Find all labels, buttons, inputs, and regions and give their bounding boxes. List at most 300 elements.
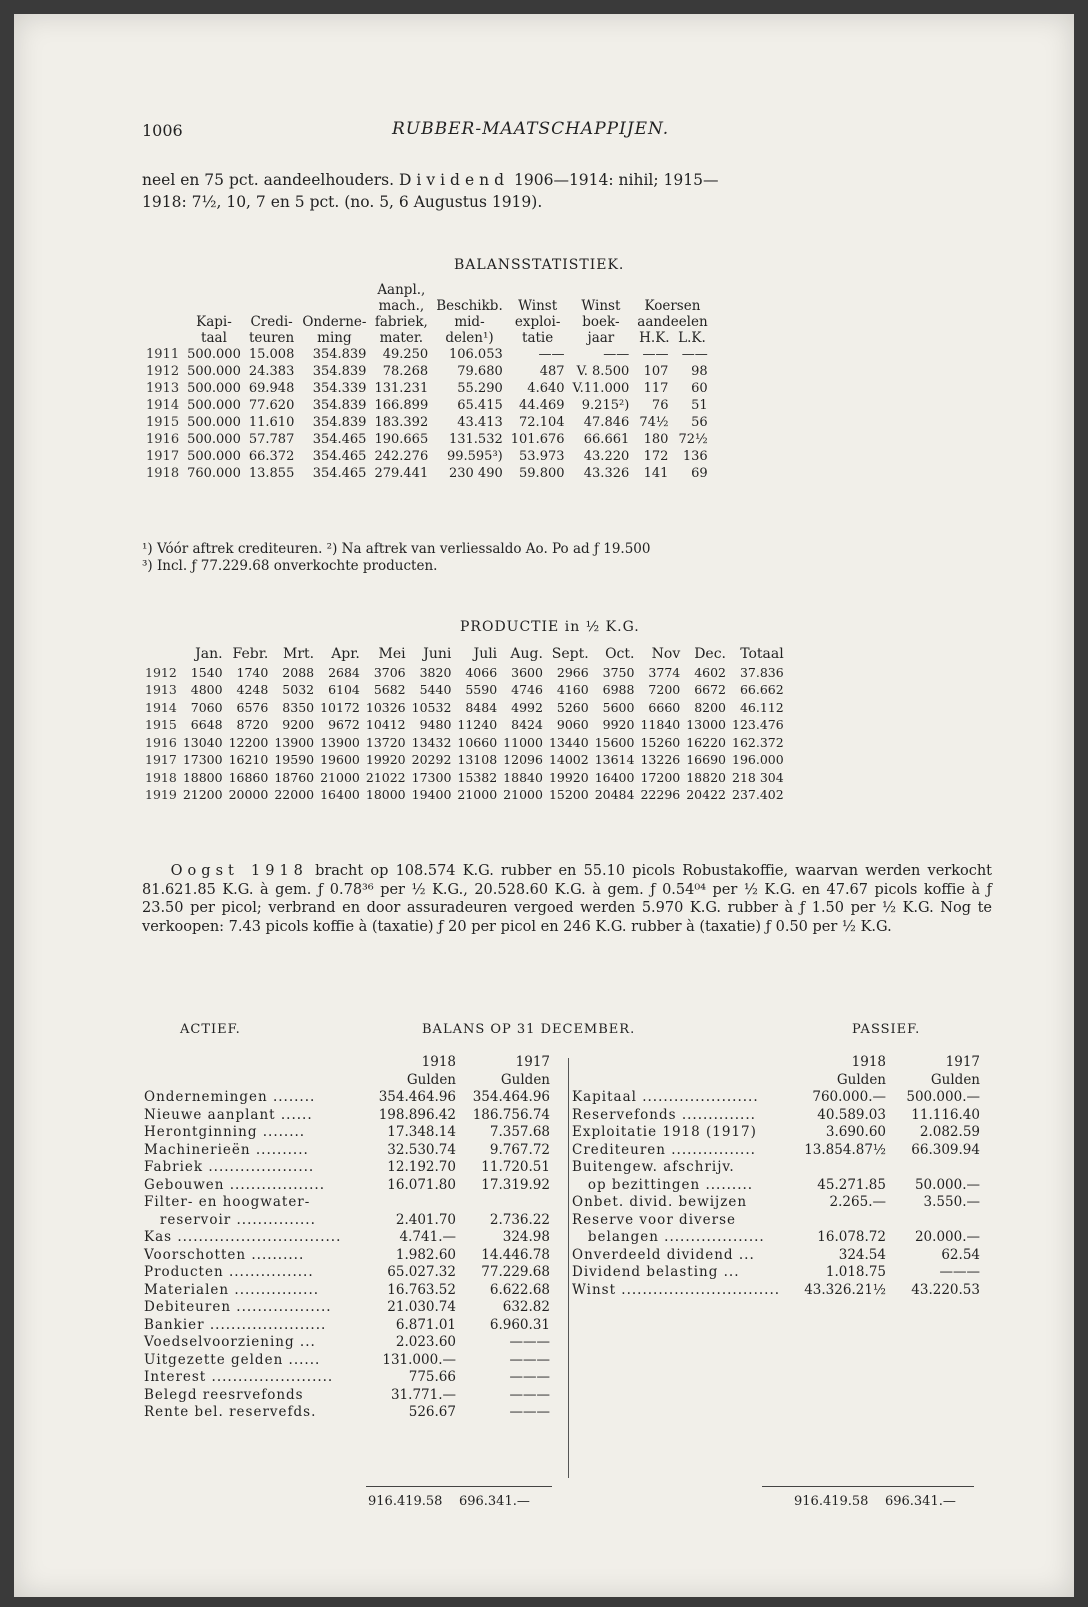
balans-cell: 1914 [146, 398, 180, 413]
balans-cell: 74½ [639, 415, 669, 430]
productie-cell: 3706 [373, 664, 406, 680]
productie-cell: 4602 [694, 664, 726, 680]
productie-cell: 9200 [282, 717, 315, 732]
productie-cell: 237.402 [732, 787, 784, 802]
balans-cell: 500.000 [187, 449, 241, 464]
table-row [142, 769, 787, 787]
table-row [570, 1212, 982, 1230]
running-title: RUBBER-MAATSCHAPPIJEN. [392, 119, 670, 139]
actief-total [368, 1494, 530, 1509]
productie-cell: 5600 [602, 699, 635, 715]
table-row [142, 1264, 552, 1282]
table-row [142, 1352, 552, 1370]
table-row [142, 1334, 552, 1352]
balans-header: Credi- teuren [248, 314, 295, 346]
productie-cell: 8424 [511, 717, 543, 732]
actief-cell: Belegd reesrvefonds [144, 1386, 304, 1403]
productie-cell: 6576 [236, 699, 269, 715]
productie-header: Mei [378, 646, 406, 662]
productie-cell: 18000 [365, 787, 406, 802]
footnote-1: ¹) Vóór aftrek crediteuren. ²) Na aftrek van verliessaldo Ao. Po ad ƒ 19.500 [142, 541, 651, 557]
productie-cell: 3750 [602, 664, 635, 680]
productie-cell: 8350 [282, 699, 315, 715]
passief-cell [794, 1159, 888, 1177]
balans-cell: 106.053 [448, 347, 503, 362]
productie-cell: 18800 [182, 769, 223, 785]
table-row [142, 1142, 552, 1160]
productie-header: Apr. [331, 646, 360, 662]
balans-cell: 354.339 [312, 381, 367, 396]
productie-cell: 14002 [548, 752, 589, 767]
productie-cell: 1919 [145, 787, 177, 802]
productie-cell: 21000 [503, 787, 543, 802]
productie-cell: 8200 [694, 699, 726, 715]
passief-cell: 760.000.— [812, 1089, 886, 1105]
actief-cell: 6.871.01 [395, 1316, 456, 1333]
productie-cell: 5260 [556, 699, 589, 715]
productie-cell: 16400 [594, 769, 635, 785]
table-row [570, 1264, 982, 1282]
table-row [142, 1159, 552, 1177]
productie-header: Jan. [195, 646, 223, 662]
productie-cell: 6988 [602, 682, 635, 697]
actief-cell: 632.82 [502, 1299, 550, 1315]
table-row [570, 1107, 982, 1125]
actief-cell: 17.348.14 [387, 1124, 456, 1140]
actief-table [142, 1054, 552, 1422]
productie-cell: 16690 [686, 752, 726, 767]
balans-cell: 354.839 [312, 347, 367, 362]
productie-cell: 13040 [182, 734, 223, 750]
actief-unit-b: Gulden [500, 1071, 550, 1088]
actief-cell: 7.357.68 [489, 1124, 550, 1140]
balans-cell: 56 [691, 415, 708, 430]
table-row [570, 1159, 982, 1177]
passief-cell: 45.271.85 [817, 1176, 886, 1193]
productie-cell: 21000 [457, 787, 498, 802]
actief-year-a: 1918 [421, 1054, 456, 1070]
balans-header [142, 282, 183, 346]
balans-cell: 43.326 [583, 466, 630, 481]
balans-cell: 354.839 [312, 398, 367, 413]
balans-december-title: BALANS OP 31 DECEMBER. [422, 1022, 636, 1037]
table-row [142, 448, 712, 465]
passief-cell: 40.589.03 [817, 1106, 886, 1123]
balans-cell: 190.665 [374, 432, 429, 447]
productie-cell: 12200 [228, 734, 269, 750]
productie-header: Dec. [694, 646, 726, 662]
balans-cell: 60 [691, 381, 708, 396]
passief-cell: Exploitatie 1918 (1917) [572, 1124, 757, 1140]
productie-cell: 12096 [503, 752, 543, 767]
balans-header: Koersen aandeelen H.K. L.K. [637, 298, 708, 346]
balans-header: Onderne- ming [302, 314, 367, 346]
table-row [142, 716, 787, 734]
passief-total-rule [762, 1486, 974, 1487]
actief-label: ACTIEF. [180, 1022, 241, 1037]
balans-cell: 354.839 [312, 415, 367, 430]
balans-header: Winst exploi- tatie [514, 298, 561, 346]
productie-cell: 11240 [457, 717, 498, 732]
balans-cell: 117 [643, 381, 669, 396]
productie-cell: 19400 [411, 787, 452, 802]
balans-cell: 172 [643, 449, 669, 464]
balans-cell: V. 8.500 [576, 364, 630, 379]
productie-cell: 10660 [457, 734, 498, 750]
balans-header: Aanpl., mach., fabriek, mater. [374, 282, 428, 346]
balans-cell: 354.465 [312, 432, 367, 447]
productie-cell: 20000 [228, 787, 269, 802]
balans-cell: 500.000 [187, 398, 241, 413]
productie-cell: 9672 [328, 717, 360, 732]
productie-header: Juli [473, 646, 498, 662]
productie-cell: 18760 [274, 769, 315, 785]
productie-cell: 17300 [411, 769, 452, 785]
actief-cell: Uitgezette gelden ...... [144, 1351, 321, 1368]
productie-cell: 196.000 [732, 752, 784, 767]
table-row [570, 1142, 982, 1160]
passief-cell: Winst .............................. [572, 1281, 781, 1298]
passief-cell: Kapitaal ...................... [572, 1089, 759, 1105]
productie-cell: 1918 [145, 769, 177, 785]
productie-cell: 6672 [694, 682, 726, 697]
productie-cell: 66.662 [739, 682, 784, 697]
passief-total [794, 1494, 956, 1509]
productie-cell: 162.372 [732, 734, 784, 750]
productie-cell: 4248 [236, 682, 269, 697]
productie-cell: 13440 [548, 734, 589, 750]
passief-label: PASSIEF. [852, 1022, 921, 1037]
productie-cell: 13614 [594, 752, 635, 767]
productie-cell: 20484 [594, 787, 635, 802]
table-row [142, 1247, 552, 1265]
actief-cell: 1.982.60 [395, 1246, 456, 1263]
balans-cell: 57.787 [248, 432, 295, 447]
productie-cell: 18840 [503, 769, 543, 785]
actief-cell: 12.192.70 [387, 1159, 456, 1175]
passief-cell: 13.854.87½ [804, 1141, 886, 1158]
balans-cell: 1911 [146, 347, 180, 362]
actief-cell: Voedselvoorziening ... [144, 1334, 316, 1350]
balans-cell: 49.250 [382, 347, 429, 362]
productie-cell: 37.836 [739, 664, 784, 680]
oogst-paragraph [142, 862, 992, 936]
balans-cell: 72.104 [519, 415, 565, 430]
balans-cell: 4.640 [527, 381, 565, 396]
actief-cell: 775.66 [408, 1369, 456, 1385]
intro-text-c: 1918: 7½, 10, 7 en 5 pct. (no. 5, 6 Augustus 1919). [142, 193, 543, 211]
actief-cell: 6.960.31 [489, 1316, 550, 1333]
productie-cell: 1740 [236, 664, 269, 680]
actief-cell: ——— [509, 1369, 550, 1385]
productie-cell: 16210 [228, 752, 269, 767]
table-row [142, 397, 712, 414]
balans-cell: 1916 [146, 432, 180, 447]
balans-cell: 98 [691, 364, 708, 379]
actief-cell: Kas ............................... [144, 1229, 342, 1245]
actief-cell: 4.741.— [399, 1229, 456, 1245]
table-row [142, 1194, 552, 1212]
productie-cell: 18820 [686, 769, 726, 785]
productie-cell: 19600 [320, 752, 360, 767]
productie-header: Oct. [605, 646, 635, 662]
passief-total-a: 916.419.58 [794, 1494, 869, 1509]
balans-cell: 11.610 [248, 415, 295, 430]
actief-cell: 186.756.74 [472, 1106, 550, 1123]
balans-cell: 183.392 [374, 415, 429, 430]
actief-total-rule [366, 1486, 552, 1487]
productie-cell: 13000 [686, 717, 726, 732]
actief-cell: Herontginning ........ [144, 1124, 306, 1140]
actief-cell: Fabriek .................... [144, 1159, 315, 1175]
actief-cell: 526.67 [408, 1404, 456, 1420]
productie-cell: 218 304 [732, 769, 784, 785]
productie-cell: 2088 [282, 664, 315, 680]
actief-cell: 14.446.78 [481, 1246, 550, 1263]
actief-cell [458, 1194, 552, 1212]
productie-header: Aug. [510, 646, 543, 662]
actief-cell: 31.771.— [390, 1386, 456, 1403]
actief-cell: 16.763.52 [387, 1281, 456, 1298]
passief-cell: 324.54 [838, 1246, 886, 1263]
balans-cell: 66.372 [248, 449, 295, 464]
passief-year-b: 1917 [945, 1054, 980, 1070]
balans-cell: —— [642, 347, 669, 362]
balans-cell: 107 [643, 364, 669, 379]
actief-cell: 9.767.72 [489, 1141, 550, 1158]
table-row [142, 786, 787, 804]
page-number: 1006 [142, 121, 183, 140]
productie-cell: 3600 [511, 664, 543, 680]
actief-cell: 17.319.92 [481, 1176, 550, 1193]
table-row [142, 465, 712, 482]
passief-cell: 500.000.— [906, 1089, 980, 1105]
actief-cell: 21.030.74 [387, 1299, 456, 1315]
actief-cell: 77.229.68 [481, 1264, 550, 1280]
table-row [570, 1124, 982, 1142]
actief-cell: ——— [509, 1334, 550, 1350]
balans-cell: 72½ [678, 432, 708, 447]
productie-header: Mrt. [283, 646, 315, 662]
balans-cell: 500.000 [187, 381, 241, 396]
intro-text-a: neel en 75 pct. aandeelhouders. [142, 171, 395, 189]
balans-cell: —— [681, 347, 708, 362]
productie-header: Nov [651, 646, 681, 662]
productie-cell: 16860 [228, 769, 269, 785]
productie-header: Totaal [740, 646, 784, 662]
actief-cell: ——— [509, 1404, 550, 1420]
balans-cell: 136 [682, 449, 708, 464]
productie-cell: 1540 [190, 664, 223, 680]
productie-cell: 4800 [190, 682, 223, 697]
balans-cell: 24.383 [248, 364, 295, 379]
table-row [142, 1387, 552, 1405]
table-row [142, 1107, 552, 1125]
balans-cell: 131.231 [374, 381, 429, 396]
balans-cell: 13.855 [248, 466, 295, 481]
actief-cell: 65.027.32 [387, 1264, 456, 1280]
passief-cell: Onbet. divid. bewijzen [572, 1194, 748, 1210]
table-row [142, 1212, 552, 1230]
productie-cell: 4066 [465, 664, 498, 680]
productie-cell: 13432 [411, 734, 452, 750]
balans-cell: V.11.000 [572, 381, 630, 396]
balans-cell: 487 [539, 364, 565, 379]
balans-cell: 500.000 [187, 415, 241, 430]
passief-cell: 66.309.94 [911, 1141, 980, 1158]
table-row [142, 1177, 552, 1195]
productie-cell: 4992 [511, 699, 543, 715]
oogst-lead: Oogst 1918 [170, 863, 308, 879]
balans-cell: 141 [643, 466, 669, 481]
balans-cell: 1913 [146, 381, 180, 396]
balans-cell: 99.595³) [446, 449, 503, 464]
actief-cell: Bankier ...................... [144, 1316, 327, 1333]
balans-cell: 65.415 [457, 398, 503, 413]
table-row [570, 1194, 982, 1212]
productie-cell: 21000 [320, 769, 360, 785]
passief-cell: 62.54 [941, 1246, 980, 1263]
productie-cell: 10326 [365, 699, 406, 715]
productie-cell: 9920 [602, 717, 635, 732]
actief-cell: ——— [509, 1386, 550, 1403]
passief-cell: 20.000.— [914, 1229, 980, 1245]
productie-cell: 17200 [640, 769, 681, 785]
passief-cell: 3.550.— [923, 1194, 980, 1210]
actief-cell: 2.401.70 [395, 1211, 456, 1228]
passief-cell [888, 1159, 982, 1177]
productie-cell: 9060 [556, 717, 589, 732]
productie-header: Sept. [551, 646, 589, 662]
balans-cell: 279.441 [374, 466, 429, 481]
table-row [142, 751, 787, 769]
passief-cell: 3.690.60 [825, 1124, 886, 1140]
passief-cell: ——— [939, 1264, 980, 1280]
actief-cell: 131.000.— [382, 1351, 456, 1368]
balans-cell: 354.465 [312, 449, 367, 464]
table-row [570, 1089, 982, 1107]
productie-cell: 6648 [190, 717, 223, 732]
balans-cell: 47.846 [583, 415, 630, 430]
productie-cell: 3774 [648, 664, 681, 680]
passief-cell: 43.326.21½ [804, 1281, 886, 1298]
productie-cell: 10412 [365, 717, 406, 732]
productie-cell: 2684 [328, 664, 360, 680]
productie-cell: 15382 [457, 769, 498, 785]
productie-cell: 1917 [145, 752, 177, 767]
productie-cell: 16220 [686, 734, 726, 750]
actief-cell: 354.464.96 [472, 1089, 550, 1105]
scanned-page [14, 14, 1074, 1597]
productie-cell: 1915 [145, 717, 177, 732]
balans-cell: 1918 [146, 466, 180, 481]
productie-cell: 10172 [320, 699, 360, 715]
balans-cell: 180 [643, 432, 669, 447]
productie-cell: 5440 [419, 682, 452, 697]
balans-cell: 15.008 [248, 347, 295, 362]
actief-cell: 11.720.51 [481, 1159, 550, 1175]
balans-cell: 55.290 [457, 381, 503, 396]
productie-cell: 1916 [145, 734, 177, 750]
passief-cell: 43.220.53 [911, 1281, 980, 1298]
table-row [142, 1124, 552, 1142]
productie-cell: 22296 [640, 787, 681, 802]
actief-cell: 198.896.42 [378, 1106, 456, 1123]
actief-cell: reservoir ............... [144, 1211, 316, 1228]
passief-total-b: 696.341.— [884, 1494, 956, 1509]
actief-cell: Voorschotten .......... [144, 1246, 305, 1263]
balans-cell: 76 [651, 398, 669, 413]
productie-cell: 5032 [282, 682, 315, 697]
productie-cell: 6104 [328, 682, 360, 697]
balans-cell: 1912 [146, 364, 180, 379]
table-row [142, 363, 712, 380]
balans-cell: 59.800 [519, 466, 565, 481]
actief-cell: 6.622.68 [489, 1281, 550, 1298]
actief-cell: Machinerieën .......... [144, 1141, 309, 1158]
balans-cell: 354.465 [312, 466, 367, 481]
balans-cell: —— [603, 347, 630, 362]
passief-unit-b: Gulden [930, 1071, 980, 1088]
actief-cell: Interest ....................... [144, 1369, 334, 1385]
table-row [570, 1177, 982, 1195]
table-row [142, 1229, 552, 1247]
productie-title: PRODUCTIE in ½ K.G. [460, 619, 640, 635]
intro-dividend-label: Dividend [398, 171, 510, 189]
actief-cell: 354.464.96 [378, 1089, 456, 1105]
actief-year-b: 1917 [515, 1054, 550, 1070]
actief-cell: Rente bel. reservefds. [144, 1404, 317, 1420]
passief-cell: Dividend belasting ... [572, 1264, 740, 1280]
productie-cell: 16400 [320, 787, 360, 802]
balans-cell: 9.215²) [581, 398, 630, 413]
balans-cell: 166.899 [374, 398, 429, 413]
table-row [142, 346, 712, 363]
productie-cell: 22000 [274, 787, 315, 802]
balans-cell: 51 [691, 398, 708, 413]
productie-cell: 1913 [145, 682, 177, 697]
balans-header: Kapi- taal [196, 314, 232, 346]
actief-cell [364, 1194, 458, 1212]
table-row [142, 681, 787, 699]
passief-cell: Crediteuren ................ [572, 1141, 756, 1158]
productie-cell: 4160 [556, 682, 589, 697]
productie-cell: 15260 [640, 734, 681, 750]
balans-cell: 101.676 [510, 432, 565, 447]
actief-cell: 324.98 [502, 1229, 550, 1245]
productie-cell: 11840 [640, 717, 681, 732]
balans-cell: 131.532 [448, 432, 503, 447]
productie-header [142, 646, 180, 664]
balans-cell: 78.268 [382, 364, 429, 379]
productie-cell: 19590 [274, 752, 315, 767]
table-row [142, 699, 787, 717]
passief-cell: 16.078.72 [817, 1229, 886, 1245]
balans-cell: 77.620 [248, 398, 295, 413]
balans-cell: 44.469 [519, 398, 565, 413]
balans-cell: —— [538, 347, 565, 362]
table-row [142, 1282, 552, 1300]
productie-cell: 10532 [411, 699, 452, 715]
balans-cell: 1915 [146, 415, 180, 430]
actief-cell: 2.736.22 [489, 1211, 550, 1228]
table-row [142, 1369, 552, 1387]
passief-cell: Reserve voor diverse [572, 1211, 737, 1228]
productie-cell: 7060 [190, 699, 223, 715]
passief-cell: 50.000.— [914, 1176, 980, 1193]
table-row [142, 1089, 552, 1107]
productie-cell: 13900 [274, 734, 315, 750]
